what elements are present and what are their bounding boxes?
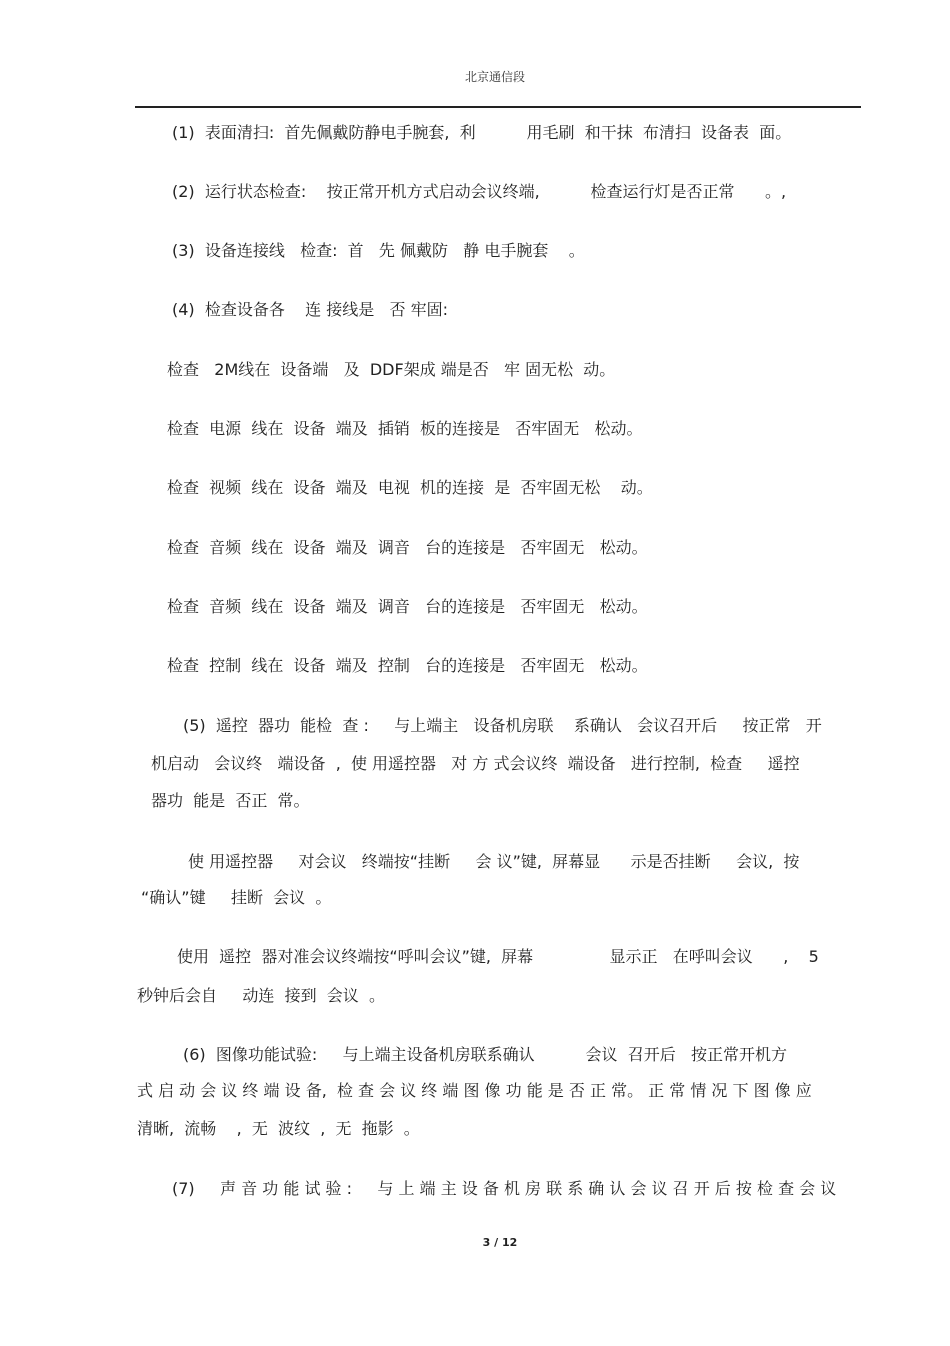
item-6-line-1: (6) 图像功能试验: 与上端主设备机房联系确认 会议 召开后 按正常开机方: [183, 1045, 787, 1064]
hangup-line-2: “确认”键 挂断 会议 。: [141, 888, 332, 907]
item-5-line-3: 器功 能是 否正 常。: [151, 791, 310, 810]
call-line-2: 秒钟后会自 动连 接到 会议 。: [137, 986, 385, 1005]
item-4-firmness-check: (4) 检查设备各 连 接线是 否 牢固:: [172, 300, 449, 319]
header-rule: [135, 106, 861, 108]
page-number: 3 / 12: [482, 1236, 518, 1249]
page-header: 北京通信段: [464, 70, 525, 84]
item-6-line-3: 清晰, 流畅 , 无 波纹 , 无 拖影 。: [137, 1119, 420, 1138]
item-5-line-1: (5) 遥控 器功 能检 查 : 与上端主 设备机房联 系确认 会议召开后 按正常 开: [183, 716, 822, 735]
item-1-surface-cleaning: (1) 表面清扫: 首先佩戴防静电手腕套, 利 用毛刷 和干抹 布清扫 设备表 面。: [172, 123, 792, 142]
item-3-connection-check: (3) 设备连接线 检查: 首 先 佩戴防 静 电手腕套 。: [172, 241, 585, 260]
hangup-line-1: 使 用遥控器 对会议 终端按“挂断 会 议”键, 屏幕显 示是否挂断 会议, 按: [188, 852, 800, 871]
item-5-line-2: 机启动 会议终 端设备 , 使 用遥控器 对 方 式会议终 端设备 进行控制, 检查 遥控: [151, 754, 800, 773]
check-video-line: 检查 视频 线在 设备 端及 电视 机的连接 是 否牢固无松 动。: [167, 478, 653, 497]
item-6-line-2: 式 启 动 会 议 终 端 设 备, 检 查 会 议 终 端 图 像 功 能 是 否 正 常。 正 常 情 况 下 图 像 应: [137, 1081, 812, 1100]
check-2m-line: 检查 2M线在 设备端 及 DDF架成 端是否 牢 固无松 动。: [167, 360, 616, 379]
check-audio-line-2: 检查 音频 线在 设备 端及 调音 台的连接是 否牢固无 松动。: [167, 597, 648, 616]
call-line-1: 使用 遥控 器对准会议终端按“呼叫会议”键, 屏幕 显示正 在呼叫会议 , 5: [177, 947, 819, 966]
check-control-line: 检查 控制 线在 设备 端及 控制 台的连接是 否牢固无 松动。: [167, 656, 648, 675]
item-2-status-check: (2) 运行状态检查: 按正常开机方式启动会议终端, 检查运行灯是否正常 。,: [172, 182, 787, 201]
check-power-line: 检查 电源 线在 设备 端及 插销 板的连接是 否牢固无 松动。: [167, 419, 643, 438]
item-7-line-1: (7) 声 音 功 能 试 验 : 与 上 端 主 设 备 机 房 联 系 确 认 会 议 召 开 后 按 检 查 会 议: [172, 1179, 837, 1198]
check-audio-line: 检查 音频 线在 设备 端及 调音 台的连接是 否牢固无 松动。: [167, 538, 648, 557]
